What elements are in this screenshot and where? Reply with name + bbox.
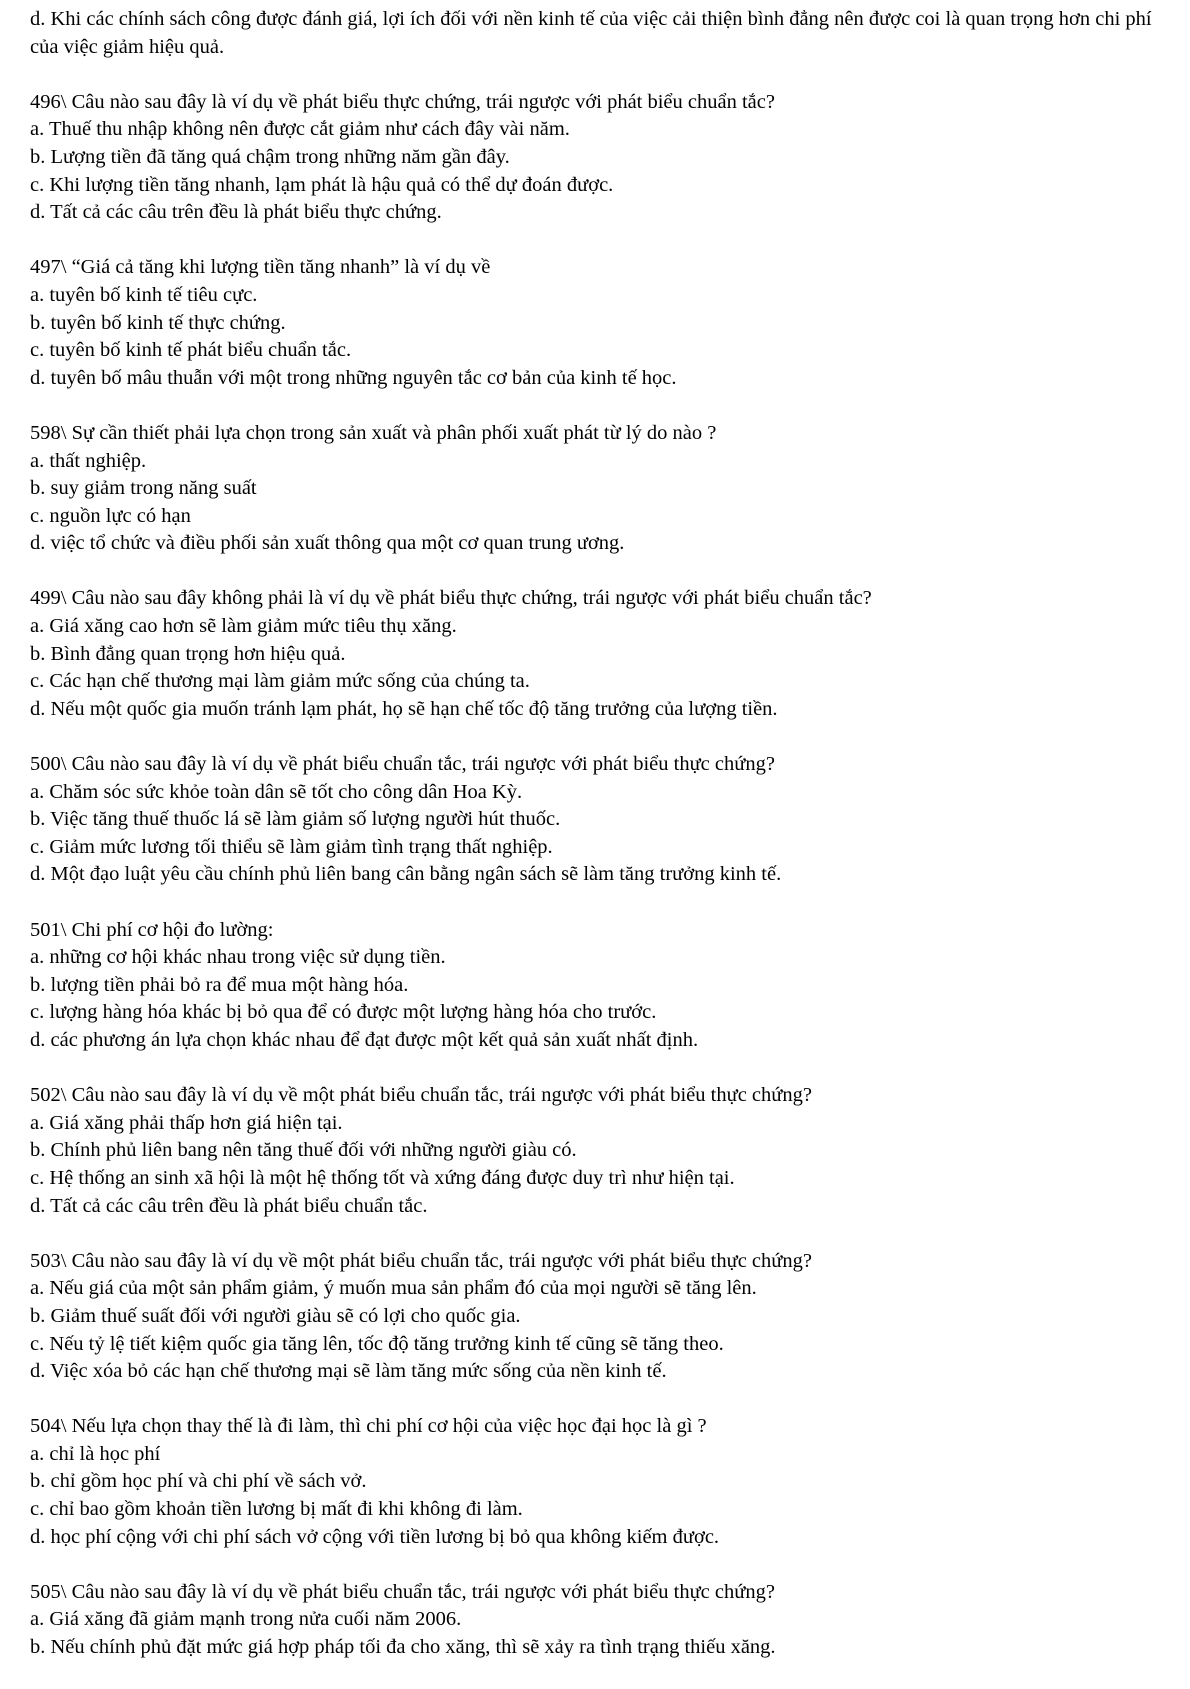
option-c: c. lượng hàng hóa khác bị bỏ qua để có được một lượng hàng hóa cho trước. bbox=[30, 1001, 657, 1024]
question-stem: 501\ Chi phí cơ hội đo lường: bbox=[30, 918, 274, 941]
option-a: a. thất nghiệp. bbox=[30, 449, 147, 472]
option-a: a. Giá xăng phải thấp hơn giá hiện tại. bbox=[30, 1111, 343, 1134]
question-502 bbox=[30, 1082, 1170, 1220]
question-598 bbox=[30, 420, 1170, 558]
option-a: a. Chăm sóc sức khỏe toàn dân sẽ tốt cho công dân Hoa Kỳ. bbox=[30, 780, 523, 803]
option-c: c. Hệ thống an sinh xã hội là một hệ thống tốt và xứng đáng được duy trì như hiện tại. bbox=[30, 1166, 735, 1189]
option-b: b. tuyên bố kinh tế thực chứng. bbox=[30, 311, 286, 334]
option-b: b. suy giảm trong năng suất bbox=[30, 477, 257, 500]
question-stem: 504\ Nếu lựa chọn thay thế là đi làm, thì chi phí cơ hội của việc học đại học là gì ? bbox=[30, 1415, 707, 1438]
question-stem: 497\ “Giá cả tăng khi lượng tiền tăng nhanh” là ví dụ về bbox=[30, 256, 491, 279]
question-stem: 598\ Sự cần thiết phải lựa chọn trong sản xuất và phân phối xuất phát từ lý do nào ? bbox=[30, 421, 717, 444]
question-505 bbox=[30, 1579, 1170, 1662]
question-500 bbox=[30, 751, 1170, 889]
question-stem: 499\ Câu nào sau đây không phải là ví dụ về phát biểu thực chứng, trái ngược với phát biểu chuẩn tắc? bbox=[30, 587, 872, 610]
option-c: c. tuyên bố kinh tế phát biểu chuẩn tắc. bbox=[30, 339, 352, 362]
question-501 bbox=[30, 917, 1170, 1055]
option-d: d. tuyên bố mâu thuẫn với một trong những nguyên tắc cơ bản của kinh tế học. bbox=[30, 366, 677, 389]
option-a: a. tuyên bố kinh tế tiêu cực. bbox=[30, 283, 258, 306]
document-body bbox=[30, 6, 1170, 1689]
intro-block bbox=[30, 6, 1170, 61]
question-stem: 500\ Câu nào sau đây là ví dụ về phát biểu chuẩn tắc, trái ngược với phát biểu thực chứng? bbox=[30, 753, 775, 776]
question-stem: 496\ Câu nào sau đây là ví dụ về phát biểu thực chứng, trái ngược với phát biểu chuẩn tắc? bbox=[30, 90, 775, 113]
option-a: a. những cơ hội khác nhau trong việc sử dụng tiền. bbox=[30, 946, 446, 969]
option-d: d. Tất cả các câu trên đều là phát biểu chuẩn tắc. bbox=[30, 1194, 428, 1217]
option-b: b. chỉ gồm học phí và chi phí về sách vở. bbox=[30, 1470, 367, 1493]
option-d: d. các phương án lựa chọn khác nhau để đạt được một kết quả sản xuất nhất định. bbox=[30, 1028, 699, 1051]
question-499 bbox=[30, 585, 1170, 723]
question-497 bbox=[30, 254, 1170, 392]
question-stem: 502\ Câu nào sau đây là ví dụ về một phát biểu chuẩn tắc, trái ngược với phát biểu thực chứng? bbox=[30, 1084, 812, 1107]
option-b: b. Lượng tiền đã tăng quá chậm trong những năm gần đây. bbox=[30, 145, 510, 168]
option-a: a. chỉ là học phí bbox=[30, 1442, 161, 1465]
option-b: b. Việc tăng thuế thuốc lá sẽ làm giảm số lượng người hút thuốc. bbox=[30, 808, 561, 831]
option-b: b. Bình đẳng quan trọng hơn hiệu quả. bbox=[30, 642, 346, 665]
option-b: b. Giảm thuế suất đối với người giàu sẽ có lợi cho quốc gia. bbox=[30, 1304, 521, 1327]
option-a: a. Nếu giá của một sản phẩm giảm, ý muốn mua sản phẩm đó của mọi người sẽ tăng lên. bbox=[30, 1277, 757, 1300]
option-a: a. Giá xăng đã giảm mạnh trong nửa cuối năm 2006. bbox=[30, 1608, 462, 1631]
question-stem: 503\ Câu nào sau đây là ví dụ về một phát biểu chuẩn tắc, trái ngược với phát biểu thực chứng? bbox=[30, 1249, 812, 1272]
option-a: a. Thuế thu nhập không nên được cắt giảm như cách đây vài năm. bbox=[30, 118, 570, 141]
option-c: c. Khi lượng tiền tăng nhanh, lạm phát là hậu quả có thể dự đoán được. bbox=[30, 173, 614, 196]
question-stem: 505\ Câu nào sau đây là ví dụ về phát biểu chuẩn tắc, trái ngược với phát biểu thực chứng? bbox=[30, 1580, 775, 1603]
option-c: c. Giảm mức lương tối thiểu sẽ làm giảm tình trạng thất nghiệp. bbox=[30, 835, 553, 858]
question-496 bbox=[30, 89, 1170, 227]
option-d: d. việc tổ chức và điều phối sản xuất thông qua một cơ quan trung ương. bbox=[30, 532, 625, 555]
option-d: d. Một đạo luật yêu cầu chính phủ liên bang cân bằng ngân sách sẽ làm tăng trưởng kinh tế. bbox=[30, 863, 782, 886]
option-d: d. Việc xóa bỏ các hạn chế thương mại sẽ làm tăng mức sống của nền kinh tế. bbox=[30, 1360, 667, 1383]
intro-text: d. Khi các chính sách công được đánh giá, lợi ích đối với nền kinh tế của việc cải thiện bình đẳng nên được coi là quan trọng hơn chi phí của việc giảm hiệu quả. bbox=[30, 8, 1152, 58]
question-504 bbox=[30, 1413, 1170, 1551]
option-c: c. Nếu tỷ lệ tiết kiệm quốc gia tăng lên, tốc độ tăng trưởng kinh tế cũng sẽ tăng theo. bbox=[30, 1332, 724, 1355]
option-c: c. Các hạn chế thương mại làm giảm mức sống của chúng ta. bbox=[30, 670, 530, 693]
option-d: d. Tất cả các câu trên đều là phát biểu thực chứng. bbox=[30, 201, 442, 224]
option-b: b. lượng tiền phải bỏ ra để mua một hàng hóa. bbox=[30, 973, 409, 996]
question-503 bbox=[30, 1248, 1170, 1386]
option-c: c. chỉ bao gồm khoản tiền lương bị mất đi khi không đi làm. bbox=[30, 1498, 523, 1521]
option-d: d. Nếu một quốc gia muốn tránh lạm phát, họ sẽ hạn chế tốc độ tăng trưởng của lượng tiền. bbox=[30, 697, 778, 720]
option-b: b. Chính phủ liên bang nên tăng thuế đối với những người giàu có. bbox=[30, 1139, 577, 1162]
option-d: d. học phí cộng với chi phí sách vở cộng với tiền lương bị bỏ qua không kiếm được. bbox=[30, 1525, 720, 1548]
option-c: c. nguồn lực có hạn bbox=[30, 504, 191, 527]
option-b: b. Nếu chính phủ đặt mức giá hợp pháp tối đa cho xăng, thì sẽ xảy ra tình trạng thiếu xăng. bbox=[30, 1636, 776, 1659]
option-a: a. Giá xăng cao hơn sẽ làm giảm mức tiêu thụ xăng. bbox=[30, 615, 457, 638]
